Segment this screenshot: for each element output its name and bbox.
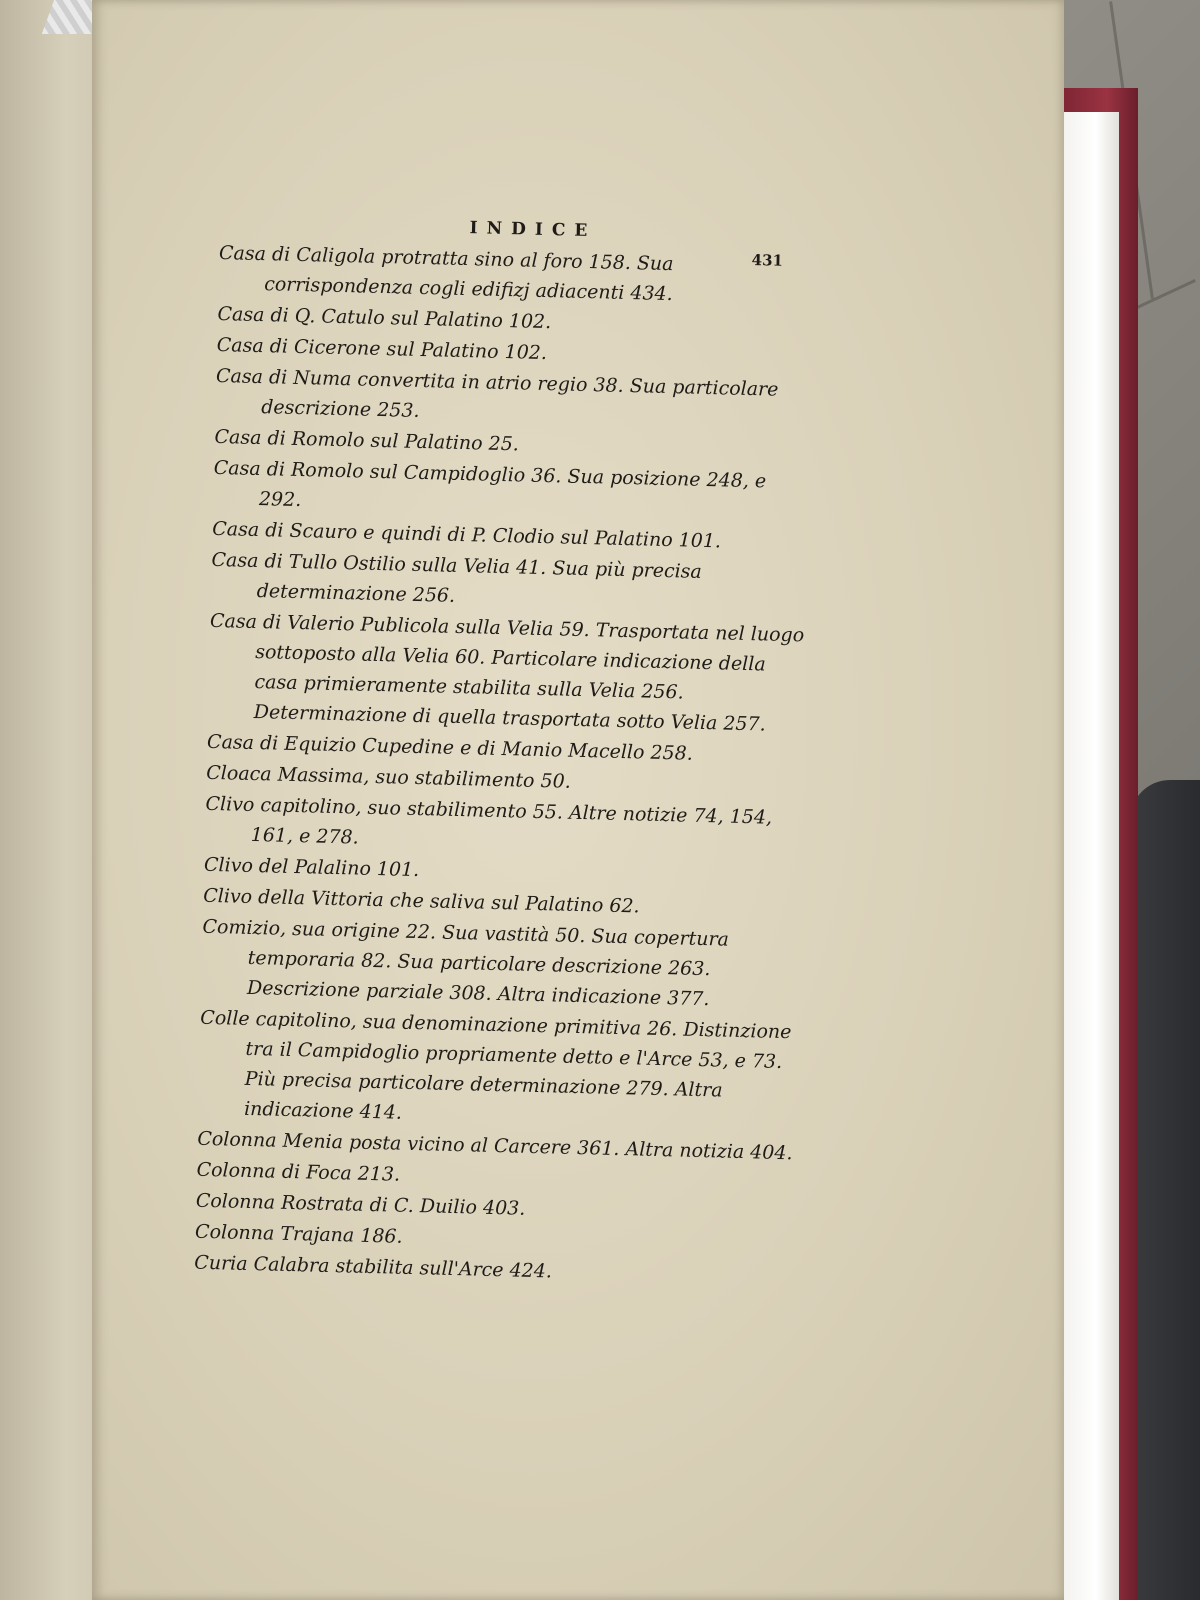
index-entry: Casa di Q. Catulo sul Palatino 102. <box>217 302 552 334</box>
page-number: 431 <box>751 251 784 270</box>
index-text-block <box>194 212 820 1293</box>
index-entry: Casa di Equizio Cupedine e di Manio Macello 258. <box>206 730 694 765</box>
index-entry: Casa di Romolo sul Campidoglio 36. Sua posizione 248, e 292. <box>213 456 767 512</box>
index-entry: Colle capitolino, sua denominazione primitiva 26. Distinzione tra il Campidoglio propriamente detto e l'Arce 53, e 73. Più precisa particolare determinazione 279. Altra indicazione 414. <box>200 1006 792 1124</box>
index-entry: Casa di Caligola protratta sino al foro 158. Sua corrispondenza cogli edifizj adiacenti 434. <box>218 241 674 306</box>
index-entry: Casa di Valerio Publicola sulla Velia 59. Trasportata nel luogo sottoposto alla Velia 60. Particolare indicazione della casa primieramente stabilita sulla Velia 256. Determinazione di quella trasportata sotto Velia 257. <box>209 609 805 736</box>
index-entry: Colonna di Foca 213. <box>196 1158 401 1186</box>
index-entry: Casa di Romolo sul Palatino 25. <box>214 425 520 456</box>
index-entry: Cloaca Massima, suo stabilimento 50. <box>206 761 572 793</box>
index-entry: Comizio, sua origine 22. Sua vastità 50. Sua copertura temporaria 82. Sua particolare descrizione 263. Descrizione parziale 308. Altra indicazione 377. <box>202 915 730 1011</box>
index-entry: Casa di Scauro e quindi di P. Clodio sul Palatino 101. <box>211 517 722 553</box>
index-entry: Clivo del Palalino 101. <box>203 853 420 882</box>
index-entry: Casa di Tullo Ostilio sulla Velia 41. Sua più precisa determinazione 256. <box>211 548 703 607</box>
page-title: INDICE <box>469 218 597 242</box>
index-entry: Curia Calabra stabilita sull'Arce 424. <box>194 1251 553 1283</box>
index-entry: Casa di Cicerone sul Palatino 102. <box>216 333 548 365</box>
index-entries <box>194 238 819 1292</box>
index-entry: Colonna Menia posta vicino al Carcere 361. Altra notizia 404. <box>197 1127 793 1165</box>
index-entry: Clivo capitolino, suo stabilimento 55. Altre notizie 74, 154, 161, e 278. <box>205 792 773 849</box>
chair-back <box>1130 780 1200 1600</box>
index-entry: Clivo della Vittoria che saliva sul Palatino 62. <box>203 884 640 918</box>
index-entry: Casa di Numa convertita in atrio regio 38. Sua particolare descrizione 253. <box>215 364 779 422</box>
page-stack-edge <box>1060 112 1119 1600</box>
index-entry: Colonna Rostrata di C. Duilio 403. <box>195 1189 526 1220</box>
index-entry: Colonna Trajana 186. <box>194 1220 403 1248</box>
